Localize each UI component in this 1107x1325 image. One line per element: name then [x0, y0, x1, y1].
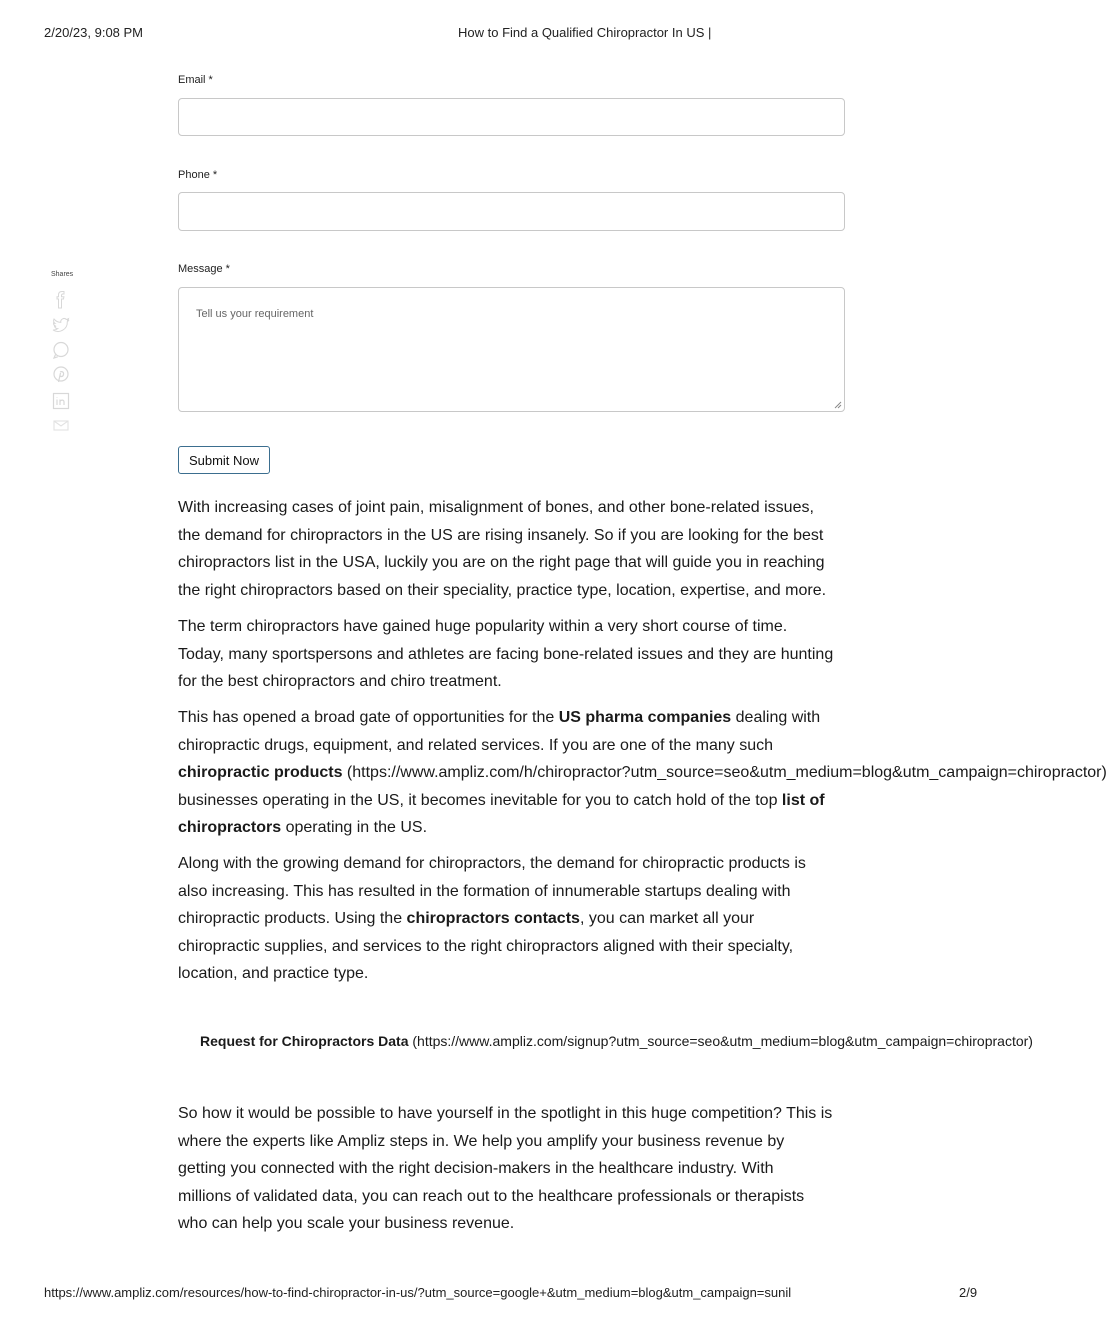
request-data-link[interactable]: Request for Chiropractors Data (https://www.ampliz.com/signup?utm_source=seo&utm_medium=blog&utm_campaign=chiropractor)	[200, 1033, 1033, 1049]
print-footer-url: https://www.ampliz.com/resources/how-to-find-chiropractor-in-us/?utm_source=google+&utm_medium=blog&utm_campaign=sunil	[44, 1285, 792, 1300]
print-footer-page: 2/9	[959, 1285, 978, 1300]
text-line: where the experts like Ampliz steps in. We help you amplify your business revenue by	[178, 1132, 785, 1150]
print-header-title: How to Find a Qualified Chiropractor In US |	[458, 25, 712, 40]
text-line: chiropractors list in the USA, luckily you are on the right page that will guide you in reaching	[178, 554, 825, 572]
text-line: chiropractic products. Using the chiropractors contacts, you can market all your	[178, 910, 755, 928]
text-line: for the best chiropractors and chiro treatment.	[178, 673, 502, 691]
text-line: the demand for chiropractors in the US are rising insanely. So if you are looking for the best	[178, 526, 824, 544]
text-line: chiropractors operating in the US.	[178, 819, 428, 837]
text-line: who can help you scale your business revenue.	[178, 1215, 515, 1233]
text-line: millions of validated data, you can reach out to the healthcare professionals or therapists	[178, 1187, 805, 1205]
message-field[interactable]	[178, 287, 845, 412]
paragraph-2	[178, 613, 998, 696]
text-line: The term chiropractors have gained huge popularity within a very short course of time.	[178, 618, 788, 635]
chiropractic-products-link[interactable]: chiropractic products	[178, 764, 343, 782]
text-line: Along with the growing demand for chiropractors, the demand for chiropractic products is	[178, 855, 806, 872]
email-field[interactable]	[178, 98, 845, 136]
message-label: Message *	[178, 263, 230, 275]
text-line: With increasing cases of joint pain, misalignment of bones, and other bone-related issues,	[178, 499, 814, 516]
required-mark: *	[208, 74, 213, 86]
list-of-chiropractors-link[interactable]: chiropractors	[178, 819, 282, 837]
phone-label: Phone *	[178, 169, 218, 181]
us-pharma-link[interactable]: US pharma companies	[558, 709, 732, 726]
required-mark: *	[225, 263, 230, 275]
paragraph-3	[178, 704, 1107, 842]
text-line: location, and practice type.	[178, 965, 369, 983]
twitter-icon[interactable]	[51, 315, 71, 335]
facebook-icon[interactable]	[51, 290, 71, 310]
submit-button[interactable]: Submit Now	[178, 446, 270, 474]
text-line	[178, 759, 1107, 787]
text-line: This has opened a broad gate of opportunities for the US pharma companies dealing with	[178, 709, 821, 726]
linkedin-icon[interactable]	[51, 391, 71, 411]
email-icon[interactable]	[51, 415, 71, 435]
text-line: businesses operating in the US, it becomes inevitable for you to catch hold of the top list of	[178, 791, 825, 809]
whatsapp-icon[interactable]	[51, 340, 71, 360]
print-header-date: 2/20/23, 9:08 PM	[44, 25, 144, 40]
shares-label: Shares	[51, 271, 74, 278]
chiropractors-contacts-link[interactable]: chiropractors contacts	[406, 910, 580, 928]
text-line: So how it would be possible to have yourself in the spotlight in this huge competition? This is	[178, 1105, 833, 1122]
pinterest-icon[interactable]	[51, 365, 71, 385]
list-of-chiropractors-link[interactable]: list of	[781, 791, 825, 809]
text-line: also increasing. This has resulted in the formation of innumerable startups dealing with	[178, 882, 791, 900]
message-placeholder: Tell us your requirement	[196, 308, 314, 320]
text-line: the right chiropractors based on their speciality, practice type, location, expertise, and more.	[178, 581, 827, 599]
paragraph-4	[178, 850, 998, 988]
text-line: Today, many sportspersons and athletes are facing bone-related issues and they are hunting	[178, 645, 834, 663]
email-label: Email *	[178, 74, 213, 86]
text-line: chiropractic drugs, equipment, and related services. If you are one of the many such	[178, 736, 773, 754]
chiropractic-products-url[interactable]: (https://www.ampliz.com/h/chiropractor?utm_source=seo&utm_medium=blog&utm_campaign=chiropractor)	[342, 764, 1107, 782]
text-line: getting you connected with the right decision-makers in the healthcare industry. With	[178, 1160, 774, 1178]
resize-grip-icon[interactable]	[834, 401, 842, 409]
paragraph-5	[178, 1100, 998, 1238]
phone-field[interactable]	[178, 192, 845, 231]
text-line: chiropractic supplies, and services to the right chiropractors aligned with their specialty,	[178, 937, 794, 955]
paragraph-1	[178, 494, 998, 604]
required-mark: *	[212, 169, 218, 181]
